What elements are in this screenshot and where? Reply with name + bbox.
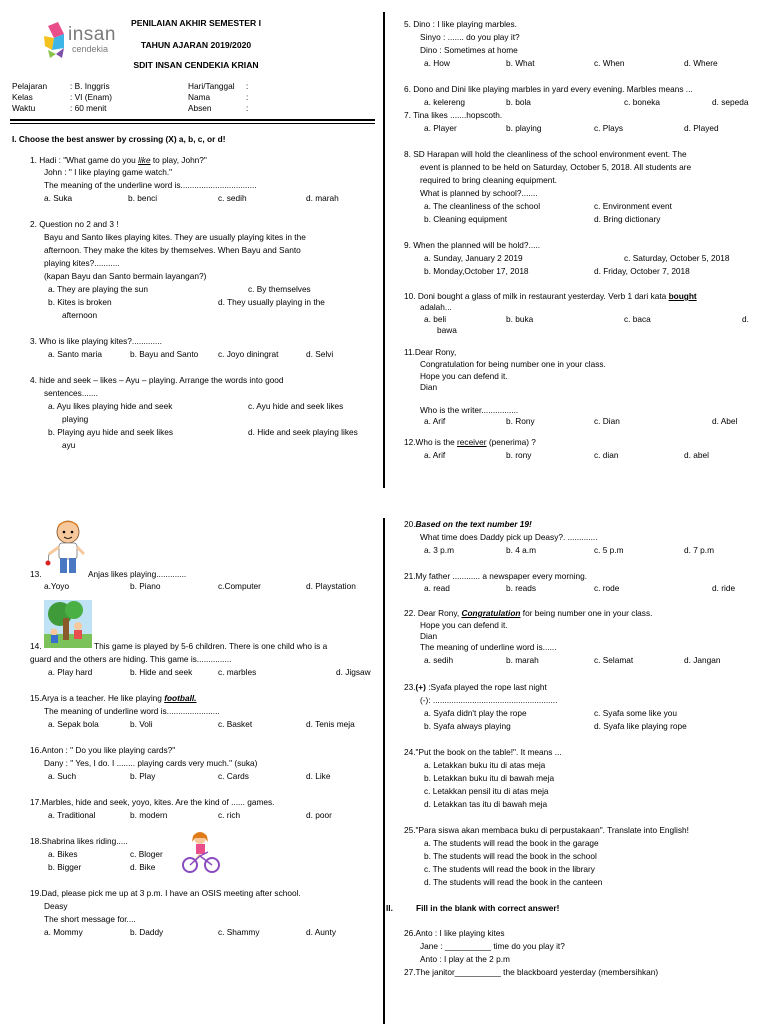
q14-line2: guard and the others are hiding. This game is............... — [30, 654, 232, 664]
q8-option-c[interactable]: c. Environment event — [594, 201, 672, 211]
q9-option-b[interactable]: b. Monday,October 17, 2018 — [424, 266, 529, 276]
info-key-time: Waktu — [12, 103, 36, 113]
q17-option-a[interactable]: a. Traditional — [48, 810, 96, 820]
q15-option-a[interactable]: a. Sepak bola — [48, 719, 99, 729]
q4-option-b-cont: ayu — [62, 440, 76, 450]
q3-option-c[interactable]: c. Joyo diningrat — [218, 349, 279, 359]
q12-option-a[interactable]: a. Arif — [424, 450, 446, 460]
q8-option-b[interactable]: b. Cleaning equipment — [424, 214, 508, 224]
q14-number: 14. — [30, 641, 42, 651]
q15-option-c[interactable]: c. Basket — [218, 719, 253, 729]
section1-title: I. Choose the best answer by crossing (X) a, b, c, or d! — [12, 134, 226, 144]
q4-option-b[interactable]: b. Playing ayu hide and seek likes — [48, 427, 173, 437]
q11-line5: Who is the writer................ — [420, 405, 519, 415]
q6-option-b[interactable]: b. bola — [506, 97, 531, 107]
q16-option-d[interactable]: d. Like — [306, 771, 331, 781]
info-key-subject: Pelajaran — [12, 81, 48, 91]
header-title-2: TAHUN AJARAN 2019/2020 — [140, 40, 252, 50]
q2-line5: (kapan Bayu dan Santo bermain layangan?) — [44, 271, 207, 281]
q22-option-b[interactable]: b. marah — [506, 655, 539, 665]
info-val-name: : — [246, 92, 249, 102]
q23-option-d[interactable]: d. Syafa like playing rope — [594, 721, 687, 731]
q20-option-d[interactable]: d. 7 p.m — [684, 545, 714, 555]
q19-line1: 19.Dad, please pick me up at 3 p.m. I have an OSIS meeting after school. — [30, 888, 301, 898]
q22-option-d[interactable]: d. Jangan — [684, 655, 721, 665]
q10-option-b[interactable]: b. buka — [506, 314, 534, 324]
q13-option-a[interactable]: a.Yoyo — [44, 581, 70, 591]
q4-line1: 4. hide and seek – likes – Ayu – playing. Arrange the words into good — [30, 375, 284, 385]
q2-option-b[interactable]: b. Kites is broken — [48, 297, 112, 307]
q19-line3: The short message for.... — [44, 914, 136, 924]
q26-line2: Jane : __________ time do you play it? — [420, 941, 565, 951]
q24-line1: 24."Put the book on the table!". It means ... — [404, 747, 562, 757]
q19-option-b[interactable]: b. Daddy — [130, 927, 164, 937]
q25-option-b[interactable]: b. The students will read the book in the school — [424, 851, 597, 861]
section2-number: II. — [386, 903, 393, 913]
q12-option-d[interactable]: d. abel — [684, 450, 709, 460]
q21-option-a[interactable]: a. read — [424, 583, 450, 593]
q11-option-c[interactable]: c. Dian — [594, 416, 620, 426]
section2-title: Fill in the blank with correct answer! — [416, 903, 560, 913]
q4-option-c[interactable]: c. Ayu hide and seek likes — [248, 401, 344, 411]
q20-option-b[interactable]: b. 4 a.m — [506, 545, 536, 555]
q24-option-d[interactable]: d. Letakkan tas itu di bawah meja — [424, 799, 548, 809]
q5-option-b[interactable]: b. What — [506, 58, 535, 68]
q25-line1: 25."Para siswa akan membaca buku di perpustakaan". Translate into English! — [404, 825, 689, 835]
q2-line3: afternoon. They make the kites by themselves. When Bayu and Santo — [44, 245, 301, 255]
hide-and-seek-illustration — [44, 600, 92, 648]
info-key-name: Nama — [188, 92, 211, 102]
q18-option-c[interactable]: c. Bloger — [130, 849, 163, 859]
q17-option-c[interactable]: c. rich — [218, 810, 241, 820]
q24-option-a[interactable]: a. Letakkan buku itu di atas meja — [424, 760, 546, 770]
q25-option-d[interactable]: d. The students will read the book in the canteen — [424, 877, 603, 887]
q17-line1: 17.Marbles, hide and seek, yoyo, kites. Are the kind of ...... games. — [30, 797, 275, 807]
q18-option-a[interactable]: a. Bikes — [48, 849, 78, 859]
q4-option-a-cont: playing — [62, 414, 89, 424]
q3-option-d[interactable]: d. Selvi — [306, 349, 334, 359]
q11-line1: 11.Dear Rony, — [404, 347, 457, 357]
q9-line1: 9. When the planned will be hold?..... — [404, 240, 541, 250]
q16-option-b[interactable]: b. Play — [130, 771, 156, 781]
q2-option-b-cont: afternoon — [62, 310, 98, 320]
q19-option-c[interactable]: c. Shammy — [218, 927, 260, 937]
info-key-class: Kelas — [12, 92, 33, 102]
q8-line3: required to bring cleaning equipment. — [420, 175, 557, 185]
q11-line2: Congratulation for being number one in your class. — [420, 359, 606, 369]
q14-option-c[interactable]: c. marbles — [218, 667, 257, 677]
q4-option-a[interactable]: a. Ayu likes playing hide and seek — [48, 401, 173, 411]
q18-option-d[interactable]: d. Bike — [130, 862, 156, 872]
q10-option-a-cont: bawa — [437, 325, 457, 335]
q22-line3: Dian — [420, 631, 438, 641]
header-title-1: PENILAIAN AKHIR SEMESTER I — [130, 18, 262, 28]
q10-line1: 10. Doni bought a glass of milk in restaurant yesterday. Verb 1 dari kata bought — [404, 291, 697, 301]
q18-option-b[interactable]: b. Bigger — [48, 862, 82, 872]
q7-option-b[interactable]: b. playing — [506, 123, 542, 133]
q10-option-c[interactable]: c. baca — [624, 314, 651, 324]
q21-option-c[interactable]: c. rode — [594, 583, 620, 593]
q22-line1: 22. Dear Rony, Congratulation for being number one in your class. — [404, 608, 653, 618]
q11-option-d[interactable]: d. Abel — [712, 416, 738, 426]
q13-line1: Anjas likes playing............. — [88, 569, 187, 579]
header-rule-thin — [10, 123, 375, 124]
q16-line2: Dany : " Yes, I do. I ........ playing cards very much." (suka) — [44, 758, 258, 768]
q3-line1: 3. Who is like playing kites?............. — [30, 336, 162, 346]
q22-option-c[interactable]: c. Selamat — [594, 655, 634, 665]
q15-line1: 15.Arya is a teacher. He like playing football. — [30, 693, 197, 703]
q26-line3: Anto : I play at the 2 p.m — [420, 954, 510, 964]
logo-text: insan — [68, 24, 116, 45]
q15-option-d[interactable]: d. Tenis meja — [306, 719, 355, 729]
q8-line2: event is planned to be held on Saturday, October 5, 2018. All students are — [420, 162, 692, 172]
q6-line1: 6. Dono and Dini like playing marbles in yard every evening. Marbles means ... — [404, 84, 693, 94]
q13-option-b[interactable]: b. Piano — [130, 581, 161, 591]
q8-option-a[interactable]: a. The cleanliness of the school — [424, 201, 541, 211]
q11-line4: Dian — [420, 382, 438, 392]
q5-option-c[interactable]: c. When — [594, 58, 625, 68]
q19-option-a[interactable]: a. Mommy — [44, 927, 83, 937]
q10-option-d[interactable]: d. — [742, 314, 749, 324]
q24-option-b[interactable]: b. Letakkan buku itu di bawah meja — [424, 773, 555, 783]
q15-line2: The meaning of underline word is....................... — [44, 706, 220, 716]
q8-option-d[interactable]: d. Bring dictionary — [594, 214, 661, 224]
q3-option-b[interactable]: b. Bayu and Santo — [130, 349, 199, 359]
q23-line2: (-): ...................................................... — [420, 695, 558, 705]
q5-option-a[interactable]: a. How — [424, 58, 450, 68]
q7-option-c[interactable]: c. Plays — [594, 123, 624, 133]
q19-line2: Deasy — [44, 901, 68, 911]
girl-bike-illustration — [182, 830, 220, 874]
info-val-subject: : B. Inggris — [70, 81, 110, 91]
yoyo-boy-illustration — [44, 518, 90, 576]
header-title-3: SDIT INSAN CENDEKIA KRIAN — [133, 60, 259, 70]
q10-line2: adalah... — [420, 302, 452, 312]
q13-option-d[interactable]: d. Playstation — [306, 581, 356, 591]
q1-option-c[interactable]: c. sedih — [218, 193, 247, 203]
q3-option-a[interactable]: a. Santo maria — [48, 349, 102, 359]
q6-option-d[interactable]: d. sepeda — [712, 97, 749, 107]
q9-option-c[interactable]: c. Saturday, October 5, 2018 — [624, 253, 730, 263]
q9-option-a[interactable]: a. Sunday, January 2 2019 — [424, 253, 523, 263]
q14-option-d[interactable]: d. Jigsaw — [336, 667, 371, 677]
q2-option-a[interactable]: a. They are playing the sun — [48, 284, 148, 294]
info-val-class: : VI (Enam) — [70, 92, 112, 102]
q21-line1: 21.My father ............ a newspaper every morning. — [404, 571, 588, 581]
q11-line3: Hope you can defend it. — [420, 371, 508, 381]
q12-option-b[interactable]: b. rony — [506, 450, 532, 460]
q27-line1: 27.The janitor__________ the blackboard yesterday (membersihkan) — [404, 967, 659, 977]
q5-line1: 5. Dino : I like playing marbles. — [404, 19, 517, 29]
q1-line1: 1. Hadi : "What game do you like to play, John?" — [30, 155, 207, 165]
q19-option-d[interactable]: d. Aunty — [306, 927, 336, 937]
q7-option-d[interactable]: d. Played — [684, 123, 719, 133]
q1-option-b[interactable]: b. benci — [128, 193, 158, 203]
info-key-number: Absen — [188, 103, 212, 113]
q21-option-d[interactable]: d. ride — [712, 583, 736, 593]
q20-option-a[interactable]: a. 3 p.m — [424, 545, 454, 555]
q14-option-b[interactable]: b. Hide and seek — [130, 667, 193, 677]
q20-line2: What time does Daddy pick up Deasy?. ............. — [420, 532, 598, 542]
q17-option-b[interactable]: b. modern — [130, 810, 168, 820]
info-key-date: Hari/Tanggal — [188, 81, 235, 91]
q14-option-a[interactable]: a. Play hard — [48, 667, 93, 677]
q7-option-a[interactable]: a. Player — [424, 123, 457, 133]
q1-line3: The meaning of the underline word is................................. — [44, 180, 257, 190]
info-val-date: : — [246, 81, 249, 91]
q20-line1: 20.Based on the text number 19! — [404, 519, 532, 529]
q6-option-c[interactable]: c. boneka — [624, 97, 660, 107]
q17-option-d[interactable]: d. poor — [306, 810, 332, 820]
q5-line3: Dino : Sometimes at home — [420, 45, 518, 55]
q9-option-d[interactable]: d. Friday, October 7, 2018 — [594, 266, 690, 276]
q2-line4: playing kites?........... — [44, 258, 120, 268]
info-val-number: : — [246, 103, 249, 113]
q15-option-b[interactable]: b. Voli — [130, 719, 153, 729]
q1-line2: John : " I like playing game watch." — [44, 167, 173, 177]
info-val-time: : 60 menit — [70, 103, 107, 113]
q14-line1: This game is played by 5-6 children. There is one child who is a — [94, 641, 328, 651]
q21-option-b[interactable]: b. reads — [506, 583, 536, 593]
q22-line4: The meaning of underline word is...... — [420, 642, 557, 652]
q2-line2: Bayu and Santo likes playing kites. They are usually playing kites in the — [44, 232, 306, 242]
column-divider-top — [383, 12, 385, 488]
q2-option-d[interactable]: d. They usually playing in the — [218, 297, 325, 307]
q2-option-c[interactable]: c. By themselves — [248, 284, 311, 294]
q5-line2: Sinyo : ....... do you play it? — [420, 32, 520, 42]
q25-option-a[interactable]: a. The students will read the book in the garage — [424, 838, 599, 848]
q1-option-d[interactable]: d. marah — [306, 193, 339, 203]
q5-option-d[interactable]: d. Where — [684, 58, 718, 68]
q23-option-c[interactable]: c. Syafa some like you — [594, 708, 678, 718]
q10-option-a[interactable]: a. beli — [424, 314, 447, 324]
q13-number: 13. — [30, 569, 42, 579]
column-divider-bottom — [383, 518, 385, 1024]
q8-line4: What is planned by school?....... — [420, 188, 538, 198]
q16-option-a[interactable]: a. Such — [48, 771, 77, 781]
q13-option-c[interactable]: c.Computer — [218, 581, 261, 591]
q16-option-c[interactable]: c. Cards — [218, 771, 249, 781]
q18-line1: 18.Shabrina likes riding..... — [30, 836, 128, 846]
q4-option-d[interactable]: d. Hide and seek playing likes — [248, 427, 358, 437]
q22-option-a[interactable]: a. sedih — [424, 655, 454, 665]
q20-option-c[interactable]: c. 5 p.m — [594, 545, 624, 555]
q26-line1: 26.Anto : I like playing kites — [404, 928, 505, 938]
header-rule — [10, 119, 375, 121]
q12-option-c[interactable]: c. dian — [594, 450, 619, 460]
q11-option-b[interactable]: b. Rony — [506, 416, 535, 426]
q22-line2: Hope you can defend it. — [420, 620, 508, 630]
q4-line2: sentences....... — [44, 388, 98, 398]
q24-option-c[interactable]: c. Letakkan pensil itu di atas meja — [424, 786, 549, 796]
q6-option-a[interactable]: a. kelereng — [424, 97, 466, 107]
q12-line1: 12.Who is the receiver (penerima) ? — [404, 437, 536, 447]
q23-option-b[interactable]: b. Syafa always playing — [424, 721, 511, 731]
q16-line1: 16.Anton : " Do you like playing cards?" — [30, 745, 176, 755]
q23-line1: 23.(+) :Syafa played the rope last night — [404, 682, 547, 692]
q25-option-c[interactable]: c. The students will read the book in the library — [424, 864, 595, 874]
q8-line1: 8. SD Harapan will hold the cleanliness of the school environment event. The — [404, 149, 687, 159]
logo-subtext: cendekia — [72, 44, 109, 54]
q11-option-a[interactable]: a. Arif — [424, 416, 446, 426]
q23-option-a[interactable]: a. Syafa didn't play the rope — [424, 708, 527, 718]
q1-option-a[interactable]: a. Suka — [44, 193, 73, 203]
q7-line1: 7. Tina likes .......hopscoth. — [404, 110, 503, 120]
q2-line1: 2. Question no 2 and 3 ! — [30, 219, 119, 229]
